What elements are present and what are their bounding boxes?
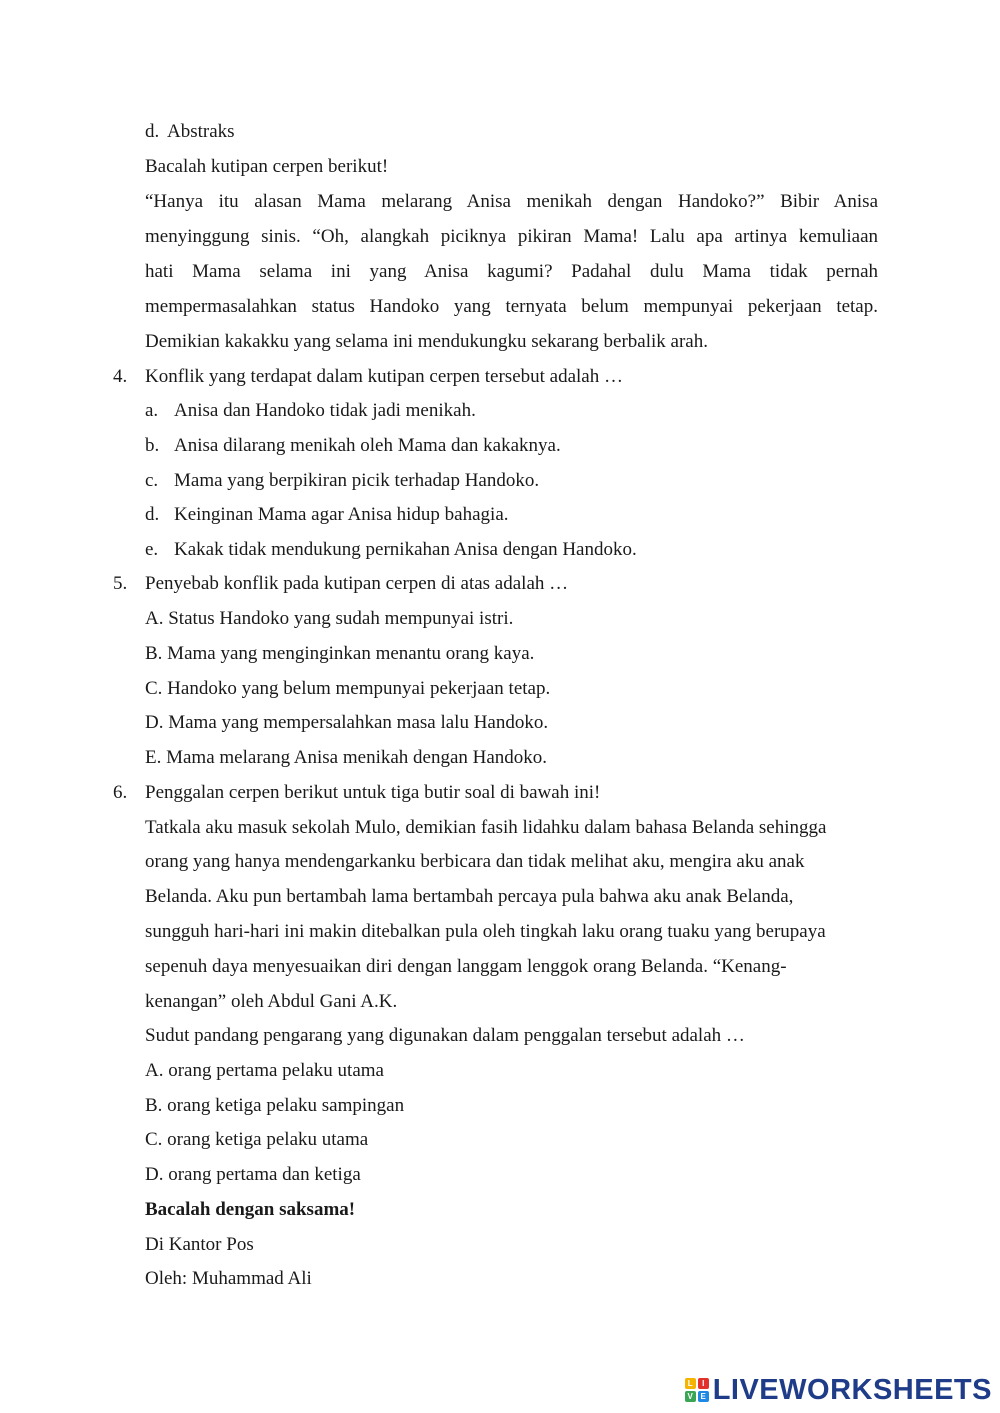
question-number: 4.	[113, 366, 128, 387]
option-letter: b.	[145, 435, 160, 456]
option-text: D. orang pertama dan ketiga	[145, 1164, 361, 1185]
logo-mark-letter: L	[685, 1378, 696, 1389]
prev-option-text: Abstraks	[167, 121, 235, 142]
excerpt-line: menyinggung sinis. “Oh, alangkah piciknya pikiran Mama! Lalu apa artinya kemuliaan	[145, 226, 878, 247]
option-letter: e.	[145, 539, 159, 560]
passage-line: orang yang hanya mendengarkanku berbicara dan tidak melihat aku, mengira aku anak	[145, 851, 805, 872]
option-text: D. Mama yang mempersalahkan masa lalu Handoko.	[145, 712, 549, 733]
option-letter: c.	[145, 470, 159, 491]
question-number: 6.	[113, 782, 128, 803]
logo-mark-icon	[685, 1378, 709, 1402]
question-4-text: Konflik yang terdapat dalam kutipan cerpen tersebut adalah …	[145, 366, 623, 387]
excerpt-line: hati Mama selama ini yang Anisa kagumi? Padahal dulu Mama tidak pernah	[145, 261, 878, 282]
option-letter: a.	[145, 400, 159, 421]
question-6-text: Sudut pandang pengarang yang digunakan dalam penggalan tersebut adalah …	[145, 1025, 745, 1046]
question-6-intro: Penggalan cerpen berikut untuk tiga butir soal di bawah ini!	[145, 782, 601, 803]
logo-mark-letter: V	[685, 1391, 696, 1402]
liveworksheets-logo	[685, 1373, 992, 1407]
option-text: B. Mama yang menginginkan menantu orang kaya.	[145, 643, 535, 664]
excerpt-line: “Hanya itu alasan Mama melarang Anisa menikah dengan Handoko?” Bibir Anisa	[145, 191, 878, 212]
prev-option-letter: d.	[145, 121, 160, 142]
question-number: 5.	[113, 573, 128, 594]
excerpt-line: Demikian kakakku yang selama ini mendukungku sekarang berbalik arah.	[145, 331, 708, 352]
question-5-text: Penyebab konflik pada kutipan cerpen di atas adalah …	[145, 573, 569, 594]
option-text: C. Handoko yang belum mempunyai pekerjaan tetap.	[145, 678, 551, 699]
reading-heading: Bacalah dengan saksama!	[145, 1199, 356, 1220]
option-text: Anisa dilarang menikah oleh Mama dan kakaknya.	[174, 435, 561, 456]
passage-line: Belanda. Aku pun bertambah lama bertambah percaya pula bahwa aku anak Belanda,	[145, 886, 794, 907]
logo-text: LIVEWORKSHEETS	[712, 1373, 992, 1406]
option-text: Kakak tidak mendukung pernikahan Anisa dengan Handoko.	[174, 539, 637, 560]
logo-mark-letter: I	[698, 1378, 709, 1389]
option-letter: d.	[145, 504, 160, 525]
option-text: C. orang ketiga pelaku utama	[145, 1129, 369, 1150]
option-text: Mama yang berpikiran picik terhadap Handoko.	[174, 470, 540, 491]
passage-line: sungguh hari-hari ini makin ditebalkan pula oleh tingkah laku orang tuaku yang berupaya	[145, 921, 826, 942]
story-author: Oleh: Muhammad Ali	[145, 1268, 312, 1289]
passage-line: sepenuh daya menyesuaikan diri dengan langgam lenggok orang Belanda. “Kenang-	[145, 956, 787, 977]
option-text: E. Mama melarang Anisa menikah dengan Handoko.	[145, 747, 548, 768]
option-text: B. orang ketiga pelaku sampingan	[145, 1095, 405, 1116]
story-title: Di Kantor Pos	[145, 1234, 254, 1255]
logo-mark-letter: E	[698, 1391, 709, 1402]
passage-line: kenangan” oleh Abdul Gani A.K.	[145, 991, 398, 1012]
option-text: Keinginan Mama agar Anisa hidup bahagia.	[174, 504, 509, 525]
option-text: Anisa dan Handoko tidak jadi menikah.	[174, 400, 476, 421]
option-text: A. orang pertama pelaku utama	[145, 1060, 384, 1081]
option-text: A. Status Handoko yang sudah mempunyai istri.	[145, 608, 514, 629]
passage-line: Tatkala aku masuk sekolah Mulo, demikian fasih lidahku dalam bahasa Belanda sehingga	[145, 817, 827, 838]
excerpt-line: mempermasalahkan status Handoko yang ternyata belum mempunyai pekerjaan tetap.	[145, 296, 878, 317]
excerpt-instruction: Bacalah kutipan cerpen berikut!	[145, 156, 389, 177]
